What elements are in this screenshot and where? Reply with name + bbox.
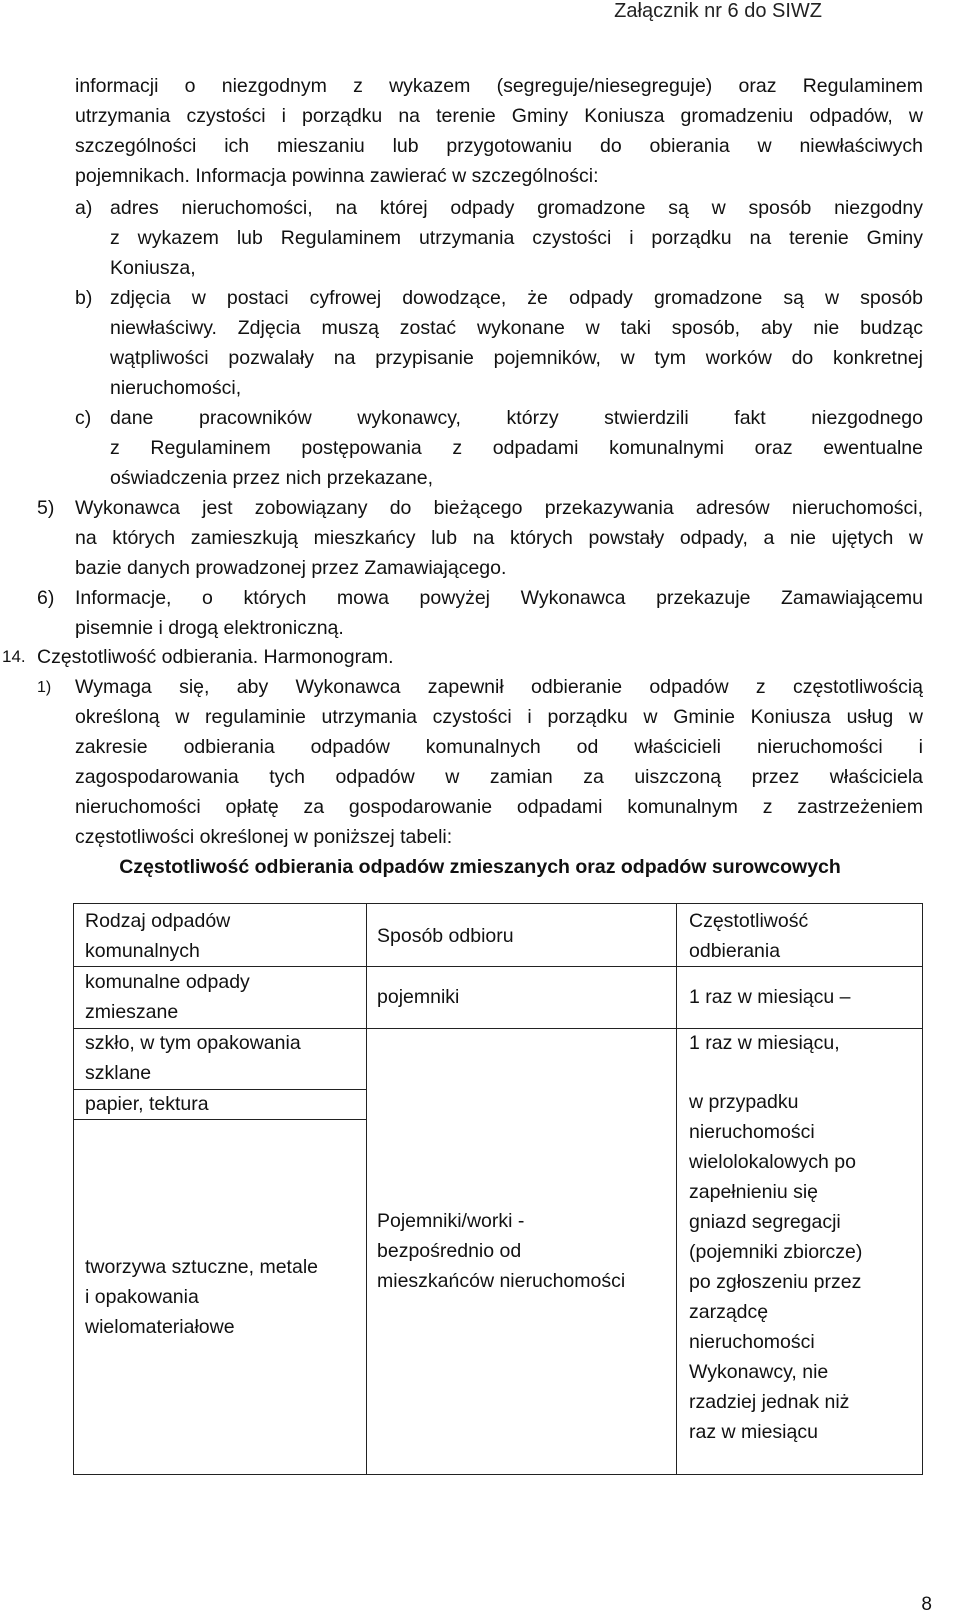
table-cell: Pojemniki/worki - <box>377 1210 525 1232</box>
text-line: oświadczenia przez nich przekazane, <box>110 467 434 489</box>
list-marker: 5) <box>37 497 55 519</box>
table-cell: rzadziej jednak niż <box>689 1391 850 1413</box>
table-cell: szkło, w tym opakowania <box>85 1032 301 1054</box>
table-cell: tworzywa sztuczne, metale <box>85 1256 319 1278</box>
list-marker: a) <box>75 197 93 219</box>
table-cell: 1 raz w miesiącu – <box>689 986 851 1008</box>
table-cell: po zgłoszeniu przez <box>689 1271 862 1293</box>
section-title: Częstotliwość odbierania. Harmonogram. <box>37 646 394 668</box>
table-cell: wielomateriałowe <box>85 1316 235 1338</box>
text-line: Wykonawca jest zobowiązany do bieżącego przekazywania adresów nieruchomości, <box>75 497 923 519</box>
text-line: na których zamieszkują mieszkańcy lub na których powstały odpady, a nie ujętych w <box>75 527 923 549</box>
table-cell: papier, tektura <box>85 1093 209 1115</box>
text-line: określoną w regulaminie utrzymania czystości i porządku w Gminie Koniusza usług w <box>75 706 923 728</box>
text-line: utrzymania czystości i porządku na terenie Gminy Koniusza gromadzeniu odpadów, w <box>75 105 923 127</box>
column-divider <box>676 903 677 1475</box>
list-marker: b) <box>75 287 93 309</box>
table-cell: nieruchomości <box>689 1331 815 1353</box>
table-cell: pojemniki <box>377 986 460 1008</box>
table-cell: nieruchomości <box>689 1121 815 1143</box>
table-cell: szklane <box>85 1062 152 1084</box>
text-line: zagospodarowania tych odpadów w zamian za uiszczoną przez właściciela <box>75 766 923 788</box>
table-cell: 1 raz w miesiącu, <box>689 1032 840 1054</box>
text-line: z Regulaminem postępowania z odpadami komunalnymi oraz ewentualne <box>110 437 923 459</box>
text-line: informacji o niezgodnym z wykazem (segreguje/niesegreguje) oraz Regulaminem <box>75 75 923 97</box>
table-cell: zapełnieniu się <box>689 1181 819 1203</box>
table-cell: i opakowania <box>85 1286 199 1308</box>
text-line: częstotliwości określonej w poniższej tabeli: <box>75 826 453 848</box>
text-line: nieruchomości opłatę za gospodarowanie odpadami komunalnym z zastrzeżeniem <box>75 796 923 818</box>
table-header-cell: Rodzaj odpadów <box>85 910 231 932</box>
document-header: Załącznik nr 6 do SIWZ <box>614 0 822 22</box>
text-line: wątpliwości pozwalały na przypisanie pojemników, w tym worków do konkretnej <box>110 347 923 369</box>
list-marker: 6) <box>37 587 55 609</box>
text-line: Wymaga się, aby Wykonawca zapewnił odbieranie odpadów z częstotliwością <box>75 676 923 698</box>
table-cell: komunalne odpady <box>85 971 250 993</box>
text-line: zakresie odbierania odpadów komunalnych od właścicieli nieruchomości i <box>75 736 923 758</box>
table-header-cell: komunalnych <box>85 940 200 962</box>
table-header-cell: Sposób odbioru <box>377 925 514 947</box>
table-cell: gniazd segregacji <box>689 1211 841 1233</box>
text-line: Koniusza, <box>110 257 196 279</box>
text-line: szczególności ich mieszaniu lub przygotowaniu do obierania w niewłaściwych <box>75 135 923 157</box>
table-cell: bezpośrednio od <box>377 1240 522 1262</box>
row-divider <box>73 1119 366 1120</box>
text-line: Informacje, o których mowa powyżej Wykonawca przekazuje Zamawiającemu <box>75 587 923 609</box>
table-cell: raz w miesiącu <box>689 1421 818 1443</box>
text-line: pisemnie i drogą elektroniczną. <box>75 617 344 639</box>
table-cell: w przypadku <box>689 1091 799 1113</box>
list-marker: 1) <box>37 679 52 696</box>
table-cell: (pojemniki zbiorcze) <box>689 1241 863 1263</box>
table-title: Częstotliwość odbierania odpadów zmieszanych oraz odpadów surowcowych <box>119 856 841 878</box>
table-cell: wielolokalowych po <box>689 1151 856 1173</box>
table-header-cell: odbierania <box>689 940 781 962</box>
text-line: dane pracowników wykonawcy, którzy stwierdzili fakt niezgodnego <box>110 407 923 429</box>
table-cell: mieszkańców nieruchomości <box>377 1270 626 1292</box>
text-line: pojemnikach. Informacja powinna zawierać w szczególności: <box>75 165 599 187</box>
page-number: 8 <box>921 1594 932 1615</box>
text-line: niewłaściwy. Zdjęcia muszą zostać wykonane w taki sposób, aby nie budząc <box>110 317 923 339</box>
text-line: adres nieruchomości, na której odpady gromadzone są w sposób niezgodny <box>110 197 923 219</box>
column-divider <box>366 903 367 1475</box>
list-marker: c) <box>75 407 92 429</box>
text-line: z wykazem lub Regulaminem utrzymania czystości i porządku na terenie Gminy <box>110 227 923 249</box>
text-line: bazie danych prowadzonej przez Zamawiającego. <box>75 557 507 579</box>
table-cell: zarządcę <box>689 1301 769 1323</box>
text-line: zdjęcia w postaci cyfrowej dowodzące, że odpady gromadzone są w sposób <box>110 287 923 309</box>
text-line: nieruchomości, <box>110 377 242 399</box>
table-cell: Wykonawcy, nie <box>689 1361 829 1383</box>
table-cell: zmieszane <box>85 1001 179 1023</box>
section-number: 14. <box>2 647 26 666</box>
table-header-cell: Częstotliwość <box>689 910 809 932</box>
